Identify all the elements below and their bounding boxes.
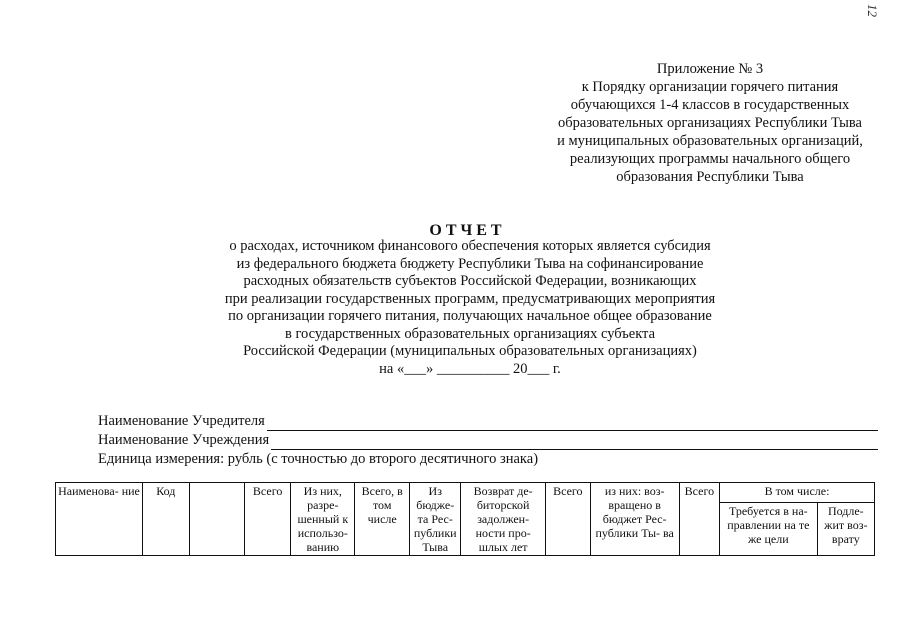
subtitle-line: по организации горячего питания, получающих начальное общее образование — [228, 308, 712, 324]
founder-label: Наименование Учредителя — [98, 413, 265, 429]
institution-input-line[interactable] — [271, 436, 878, 450]
header-fields — [98, 412, 878, 469]
appendix-line: обучающихся 1-4 классов в государственных — [570, 97, 850, 113]
subtitle-line: о расходах, источником финансового обеспечения которых является субсидия — [229, 238, 711, 254]
header-returned: из них: воз- вращено в бюджет Рес- публики Ты- ва — [590, 483, 679, 556]
institution-row — [98, 431, 878, 450]
appendix-line: образовательных организациях Республики Тыва — [558, 115, 862, 131]
subtitle-line: при реализации государственных программ, предусматривающих мероприятия — [224, 290, 716, 307]
header-total-1: Всего — [244, 483, 291, 556]
unit-text: Единица измерения: рубль (с точностью до второго десятичного знака) — [98, 451, 539, 467]
subtitle-line: Российской Федерации (муниципальных образовательных организациях) — [243, 343, 697, 359]
appendix-line: и муниципальных образовательных организаций, — [557, 133, 863, 149]
unit-row — [98, 450, 878, 469]
appendix-line: Приложение № 3 — [656, 61, 764, 77]
header-subject-to-return: Подле- жит воз- врату — [817, 503, 874, 556]
header-total-2: Всего — [546, 483, 591, 556]
header-blank — [189, 483, 244, 556]
appendix-line: к Порядку организации горячего питания — [581, 79, 839, 95]
header-including: В том числе: — [720, 483, 875, 503]
header-total-3: Всего — [679, 483, 719, 556]
header-from-budget: Из бюдже- та Рес- публики Тыва — [410, 483, 461, 556]
subtitle-line: из федерального бюджета бюджету Республики Тыва на софинансирование — [236, 255, 704, 272]
header-of-them-permitted: Из них, разре- шенный к использо- ванию — [291, 483, 355, 556]
report-date-line: на «___» __________ 20___ г. — [379, 360, 561, 377]
header-total-including: Всего, в том числе — [355, 483, 410, 556]
header-name: Наименова- ние — [56, 483, 143, 556]
subtitle-line: расходных обязательств субъектов Российской Федерации, возникающих — [243, 273, 697, 289]
header-required-same-purpose: Требуется в на- правлении на те же цели — [720, 503, 818, 556]
subtitle-line: в государственных образовательных организациях субъекта — [284, 325, 656, 342]
institution-label: Наименование Учреждения — [98, 432, 270, 448]
header-return-debt: Возврат де- биторской задолжен- ности про- шлых лет — [461, 483, 546, 556]
appendix-line: реализующих программы начального общего — [569, 151, 851, 167]
page-number: 12 — [865, 4, 880, 17]
report-title: ОТЧЕТ — [429, 222, 506, 239]
founder-row — [98, 412, 878, 431]
appendix-block — [520, 60, 900, 186]
report-subtitle — [160, 238, 780, 378]
appendix-line: образования Республики Тыва — [616, 169, 804, 185]
report-table — [55, 482, 875, 556]
header-code: Код — [142, 483, 189, 556]
founder-input-line[interactable] — [267, 417, 878, 431]
